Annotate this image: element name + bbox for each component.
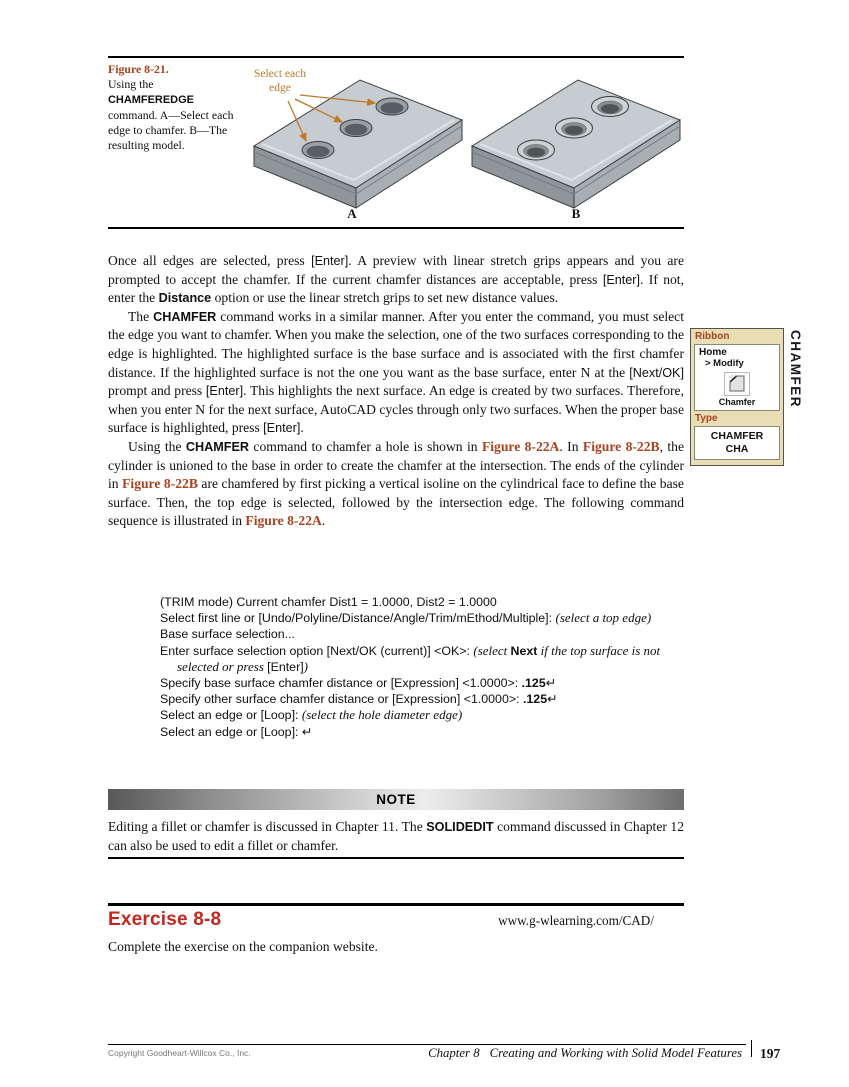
paragraph-3: Using the CHAMFER command to chamfer a hole is shown in Figure 8-22A. In Figure 8-22B, the cylinder is unioned to the base in order to create the chamfer at the intersection. The ends of the cylinder in Figure 8-22B are chamfered by first picking a vertical isoline on the cylindrical face to define the base surface. Then, the top edge is selected, followed by the intersection edge. The following command sequence is illustrated in Figure 8-22A. (108, 438, 684, 529)
ribbon-panel (694, 344, 780, 411)
command-line: Specify other surface chamfer distance or [Expression] <1.0000>: .125↵ (160, 692, 558, 707)
hole (340, 120, 372, 137)
paragraph-2: The CHAMFER command works in a similar manner. After you enter the command, you must select the edge you want to chamfer. When you make the selection, one of the two surfaces corresponding to the edge is highlighted. The highlighted surface is the base surface and is associated with the first chamfer distance. If the highlighted surface is not the one you want as the base surface, enter N at the [Next/OK] prompt and press [Enter]. This highlights the next surface. An edge is created by two surfaces. Therefore, when you enter N for the next surface, AutoCAD cycles through only two surfaces. When the proper base surface is highlighted, press [Enter]. (108, 308, 684, 436)
command-line: Enter surface selection option [Next/OK (current)] <OK>: (select Next if the top surface is not selected or press [Enter]) (160, 642, 661, 674)
exercise-title: Exercise 8-8 (108, 909, 222, 930)
hole (376, 98, 408, 115)
chamfer-button-label: Chamfer (718, 397, 756, 407)
footer-copyright: Copyright Goodheart-Willcox Co., Inc. (108, 1048, 251, 1058)
note-bottom-rule (108, 857, 684, 859)
figure-caption-title: Figure 8-21. (108, 62, 169, 76)
chamfered-hole (592, 97, 629, 117)
paragraph-1: Once all edges are selected, press [Enter]. A preview with linear stretch grips appears and you are prompted to accept the chamfer. If the current chamfer distances are acceptable, press [Enter]. If not, enter the Distance option or use the linear stretch grips to set new distance values. (108, 253, 684, 306)
figure-caption (108, 62, 240, 153)
ribbon-tab-home: Home (699, 347, 727, 358)
note-title: NOTE (376, 792, 416, 807)
chamfered-hole (556, 118, 593, 138)
exercise-url: www.g-wlearning.com/CAD/ (498, 913, 654, 928)
chamfer-icon (724, 372, 750, 396)
footer-rule (108, 1044, 746, 1045)
footer-chapter-title: Creating and Working with Solid Model Features (489, 1046, 742, 1060)
command-line: Specify base surface chamfer distance or [Expression] <1.0000>: .125↵ (160, 676, 557, 691)
model-a (254, 80, 462, 208)
command-line: Select an edge or [Loop]: (select the hole diameter edge) (160, 707, 463, 723)
footer-page-number: 197 (760, 1046, 781, 1061)
figure-label-b: B (571, 206, 581, 221)
type-panel (694, 426, 780, 460)
command-line: Select first line or [Undo/Polyline/Distance/Angle/Trim/mEthod/Multiple]: (select a top edge) (160, 610, 652, 626)
figure-annotation: Select each edge (253, 68, 307, 94)
body-text (108, 252, 684, 531)
figure-bottom-rule (108, 227, 684, 229)
exercise-body: Complete the exercise on the companion website. (108, 939, 378, 954)
exercise-header (108, 909, 684, 931)
chamfered-hole (518, 140, 555, 160)
type-alias: CHA (725, 443, 749, 455)
type-label: Type (695, 413, 718, 424)
ribbon-label: Ribbon (695, 331, 730, 342)
model-b (472, 80, 680, 208)
ribbon-reference-box (690, 328, 784, 466)
command-line: Select an edge or [Loop]: ↵ (160, 724, 313, 739)
hole (302, 142, 334, 159)
footer-chapter (300, 1046, 742, 1061)
figure-label-a: A (347, 206, 357, 221)
chamfer-button (695, 370, 779, 397)
note-bar (108, 789, 684, 810)
margin-tab-chamfer: CHAMFER (788, 330, 803, 408)
footer-divider (751, 1040, 752, 1057)
figure-caption-text: Using the CHAMFEREDGE command. A—Select each edge to chamfer. B—The resulting model. (108, 77, 234, 152)
command-sequence (160, 594, 684, 740)
command-line: (TRIM mode) Current chamfer Dist1 = 1.0000, Dist2 = 1.0000 (160, 595, 497, 609)
exercise-top-rule (108, 903, 684, 906)
command-line: Base surface selection... (160, 627, 295, 642)
type-command: CHAMFER (710, 430, 764, 442)
note-body: Editing a fillet or chamfer is discussed in Chapter 11. The SOLIDEDIT command discussed in Chapter 12 can also be used to edit a fillet or chamfer. (108, 819, 684, 853)
footer-chapter-number: Chapter 8 (428, 1046, 480, 1060)
ribbon-group-modify: > Modify (705, 358, 744, 369)
